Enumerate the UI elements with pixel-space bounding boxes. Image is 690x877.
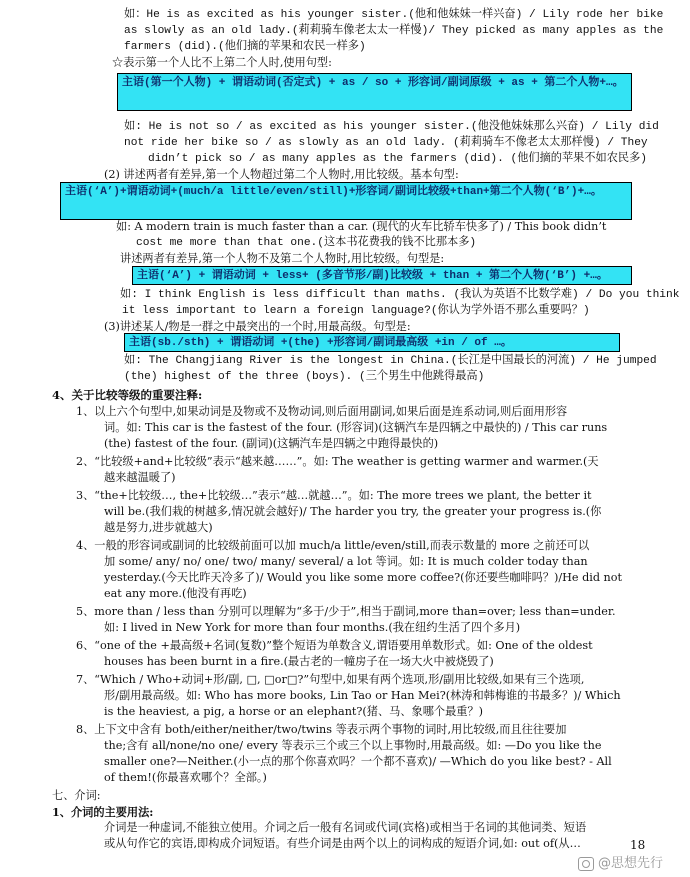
pattern-box: 主语(第一个人物) + 谓语动词(否定式) + as / so + 形容词/副词原级 + as + 第二个人物+…。	[117, 73, 632, 111]
example-line: 如: I think English is less difficult than maths. (我认为英语不比数学难) / Do you think	[120, 289, 680, 301]
note-line: is the heaviest, a pig, a horse or an elephant?(猪、马、象哪个最重？)	[104, 705, 484, 718]
note-line: yesterday.(今天比昨天冷多了)/ Would you like some more coffee?(你还要些咖啡吗？)/He did not	[104, 571, 622, 584]
note-line: 7、“Which / Who+动词+形/副, □, □or□?”句型中,如果有两个选项,形/副用比较级,如果有三个选项,	[76, 673, 585, 686]
note-line: 4、一般的形容词或副词的比较级前面可以加 much/a little/even/still,而表示数量的 more 之前还可以	[76, 539, 590, 552]
example-line: (the) highest of the three (boys). (三个男生中他跳得最高)	[124, 371, 485, 383]
note-line: the;含有 all/none/no one/ every 等表示三个或三个以上事物时,用最高级。如: —Do you like the	[104, 739, 602, 752]
example-line: 如：He is as excited as his younger sister.(他和他妹妹一样兴奋) / Lily rode her bike	[124, 9, 664, 21]
pattern-box: 主语(‘A’) + 谓语动词 + less+ (多音节形/副)比较级 + than + 第二个人物(‘B’) +…。	[132, 266, 632, 285]
note-line: (the) fastest of the four. (副词)(这辆汽车是四辆之中跑得最快的)	[104, 437, 439, 450]
note-line: 如: I lived in New York for more than four months.(我在纽约生活了四个多月)	[104, 621, 521, 634]
camera-icon	[578, 857, 594, 871]
note-line: 加 some/ any/ no/ one/ two/ many/ several/ a lot 等词。如: It is much colder today than	[104, 555, 588, 568]
example-line: 如: A modern train is much faster than a car. (现代的火车比轿车快多了) / This book didn’t	[116, 220, 607, 233]
watermark	[578, 852, 663, 871]
section-heading: 4、关于比较等级的重要注释:	[52, 388, 203, 402]
example-line: didn’t pick so / as many apples as the farmers (did). (他们摘的苹果不如农民多)	[148, 153, 648, 165]
note-line: 8、上下文中含有 both/either/neither/two/twins 等表示两个事物的词时,用比较级,而且往往要加	[76, 723, 567, 736]
note-line: 越是努力,进步就越大)	[104, 521, 213, 534]
example-line: as slowly as an old lady.(莉莉骑车像老太太一样慢)/ They picked as many apples as the	[124, 25, 664, 37]
rule-line: (3)讲述某人/物是一群之中最突出的一个时,用最高级。句型是:	[104, 320, 411, 333]
pattern-box: 主语(‘A’)+谓语动词+(much/a little/even/still)+形容词/副词比较级+than+第二个人物(‘B’)+…。	[60, 182, 632, 220]
example-line: 如: He is not so / as excited as his younger sister.(他没他妹妹那么兴奋) / Lily did	[124, 121, 659, 133]
note-line: 形/副用最高级。如: Who has more books, Lin Tao or Han Mei?(林涛和韩梅谁的书最多？)/ Which	[104, 689, 621, 702]
example-line: cost me more than that one.(这本书花费我的钱不比那本多)	[136, 237, 477, 249]
note-line: 词。如: This car is the fastest of the four. (形容词)(这辆汽车是四辆之中最快的) / This car runs	[104, 421, 608, 434]
note-line: eat any more.(他没有再吃)	[104, 587, 247, 600]
rule-line: (2) 讲述两者有差异,第一个人物超过第二个人物时,用比较级。基本句型:	[104, 168, 459, 181]
note-line: 越来越温暖了)	[104, 471, 176, 484]
pattern-box: 主语(sb./sth) + 谓语动词 +(the) +形容词/副词最高级 +in / of …。	[124, 333, 620, 352]
example-line: farmers (did).(他们摘的苹果和农民一样多)	[124, 41, 366, 53]
example-line: it less important to learn a foreign language?(你认为学外语不那么重要吗？)	[122, 305, 590, 317]
note-line: will be.(我们栽的树越多,情况就会越好)/ The harder you try, the greater your progress is.(你	[104, 505, 602, 518]
example-line: 如: The Changjiang River is the longest in China.(长江是中国最长的河流) / He jumped	[124, 355, 657, 367]
rule-line: ☆表示第一个人比不上第二个人时,使用句型:	[112, 56, 332, 69]
note-line: smaller one?—Neither.(小一点的那个你喜欢吗？一个都不喜欢)/ —Which do you like best? - All	[104, 755, 612, 768]
example-line: not ride her bike so / as slowly as an old lady. (莉莉骑车不像老太太那样慢) / They	[124, 137, 648, 149]
paragraph-line: 或从句作它的宾语,即构成介词短语。有些介词是由两个以上的词构成的短语介词,如: out of(从…	[104, 837, 581, 850]
note-line: 1、以上六个句型中,如果动词是及物或不及物动词,则后面用副词,如果后面是连系动词,则后面用形容	[76, 405, 568, 418]
note-line: 5、more than / less than 分别可以理解为“多于/少于”,相当于副词,more than=over; less than=under.	[76, 605, 616, 618]
rule-line: 讲述两者有差异,第一个人物不及第二个人物时,用比较级。句型是:	[120, 252, 445, 265]
note-line: 6、“one of the +最高级+名词(复数)”整个短语为单数含义,谓语要用单数形式。如: One of the oldest	[76, 639, 593, 652]
note-line: 2、“比较级+and+比较级”表示“越来越……”。如: The weather is getting warmer and warmer.(天	[76, 455, 599, 468]
chapter-heading: 七、介词:	[52, 789, 101, 802]
note-line: of them!(你最喜欢哪个？全部。)	[104, 771, 267, 784]
note-line: houses has been burnt in a fire.(最古老的一幢房子在一场大火中被烧毁了)	[104, 655, 494, 668]
page-number: 18	[630, 838, 646, 852]
paragraph-line: 介词是一种虚词,不能独立使用。介词之后一般有名词或代词(宾格)或相当于名词的其他词类、短语	[104, 821, 587, 834]
watermark-text: @思想先行	[598, 856, 664, 871]
section-heading: 1、介词的主要用法:	[52, 805, 154, 819]
note-line: 3、“the+比较级…, the+比较级…”表示“越…就越…”。如: The more trees we plant, the better it	[76, 489, 592, 502]
